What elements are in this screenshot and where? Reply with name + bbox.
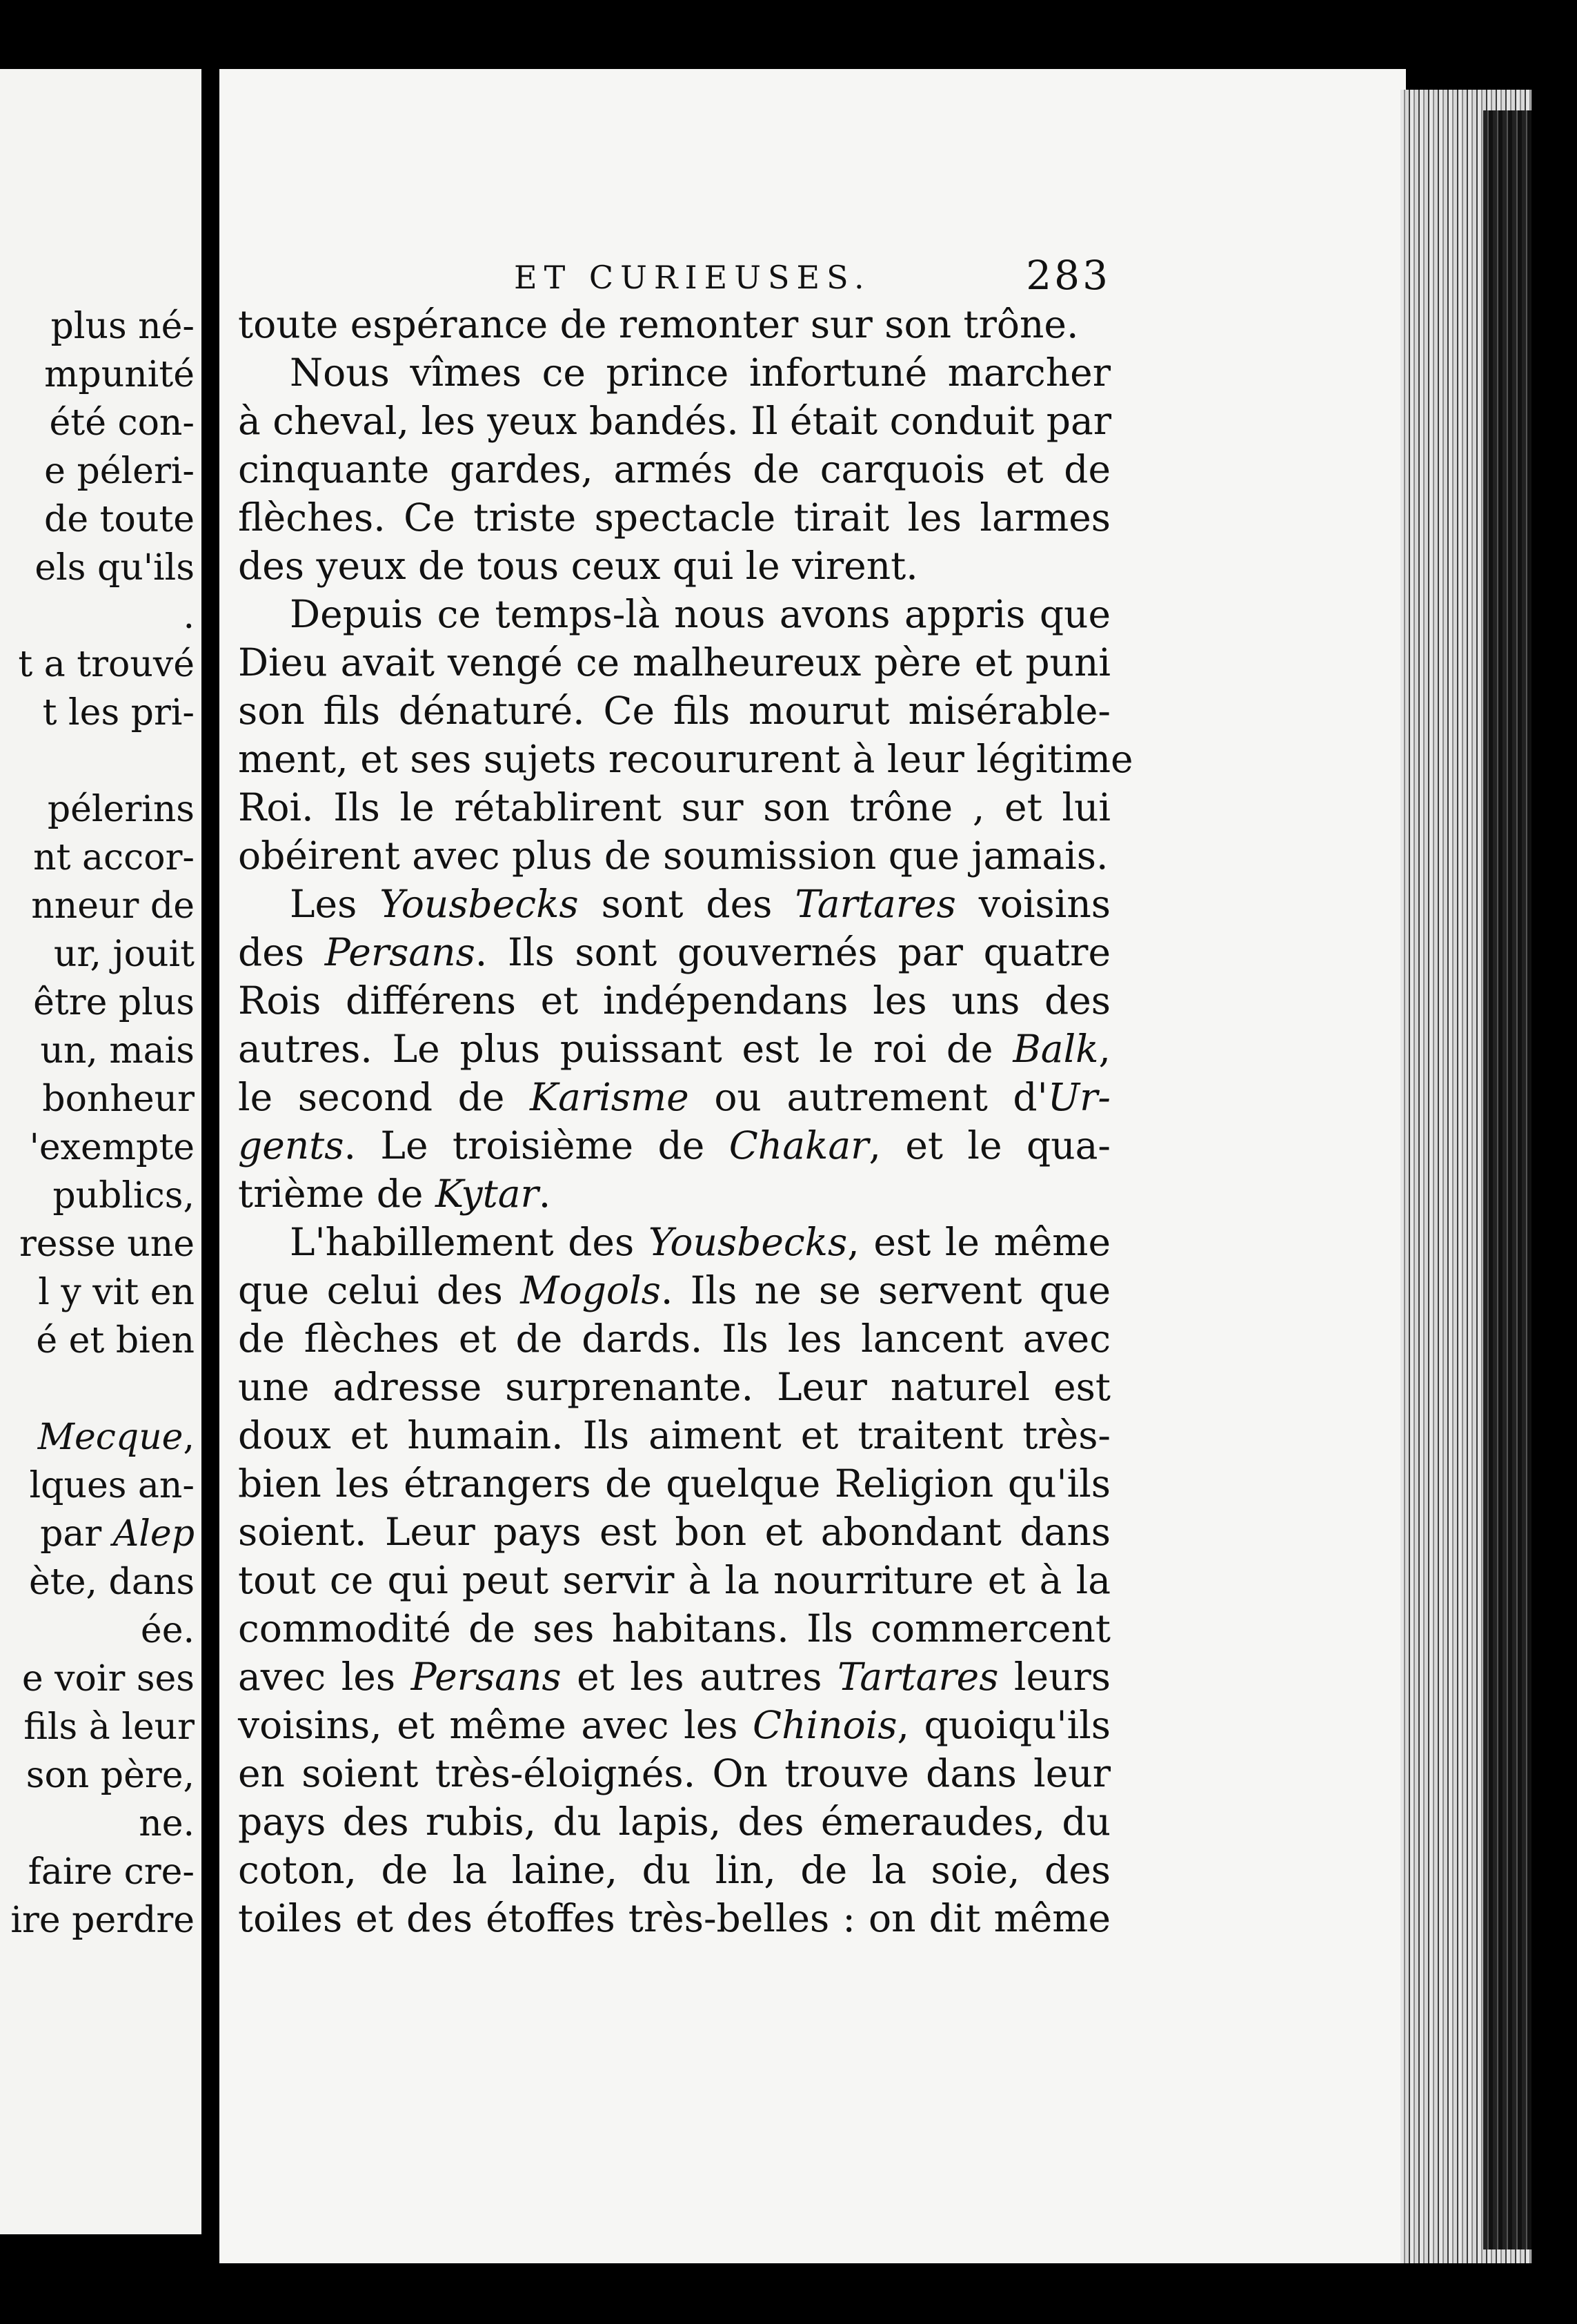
text-line: autres. Le plus puissant est le roi de Balk, (238, 1027, 1111, 1071)
text-line: des Persans. Ils sont gouvernés par quatre (238, 930, 1111, 974)
left-text-line: de toute (44, 499, 195, 540)
left-text-line: nneur de (31, 885, 195, 927)
text-line: Dieu avait vengé ce malheureux père et puni (238, 640, 1111, 685)
left-text-line: un, mais (40, 1030, 195, 1072)
left-text-line: nt accor- (33, 837, 195, 878)
page-edges-shadow (1483, 110, 1531, 2249)
text-line: ment, et ses sujets recoururent à leur légitime (238, 737, 1133, 781)
left-text-line: t les pri- (42, 692, 195, 733)
left-text-line: l y vit en (38, 1272, 195, 1313)
text-line: de flèches et de dards. Ils les lancent avec (238, 1317, 1111, 1361)
running-head: ET CURIEUSES. (514, 259, 871, 296)
text-line: Rois différens et indépendans les uns des (238, 978, 1111, 1023)
page-number: 283 (1026, 252, 1111, 299)
text-line: gents. Le troisième de Chakar, et le qua- (238, 1123, 1111, 1168)
left-text-line: els qu'ils (34, 547, 195, 589)
left-text-line: . (183, 595, 195, 637)
left-text-line: ur, jouit (53, 934, 195, 975)
text-line: flèches. Ce triste spectacle tirait les larmes (238, 495, 1111, 540)
text-line: toute espérance de remonter sur son trône. (238, 302, 1079, 346)
text-line: soient. Leur pays est bon et abondant dans (238, 1510, 1111, 1554)
text-line: voisins, et même avec les Chinois, quoiqu'ils (238, 1703, 1111, 1747)
text-line: obéirent avec plus de soumission que jamais. (238, 834, 1109, 878)
text-line: pays des rubis, du lapis, des émeraudes, du (238, 1800, 1111, 1844)
text-line: le second de Karisme ou autrement d'Ur- (238, 1075, 1111, 1119)
left-text-line: resse une (19, 1223, 195, 1265)
left-text-line: son père, (26, 1755, 195, 1796)
left-text-line: être plus (33, 982, 195, 1023)
text-line: trième de Kytar. (238, 1172, 551, 1216)
text-line: tout ce qui peut servir à la nourriture et à la (238, 1558, 1111, 1602)
text-line: Depuis ce temps-là nous avons appris que (290, 592, 1111, 636)
text-line: Roi. Ils le rétablirent sur son trône , et lui (238, 785, 1111, 829)
left-text-line: e péleri- (44, 451, 195, 492)
left-text-line: lques an- (29, 1465, 195, 1506)
left-text-line: bonheur (42, 1079, 195, 1120)
left-text-line: ée. (140, 1610, 195, 1651)
text-line: bien les étrangers de quelque Religion qu'ils (238, 1461, 1111, 1506)
text-line: coton, de la laine, du lin, de la soie, des (238, 1848, 1111, 1892)
left-text-line: é et bien (36, 1320, 195, 1361)
text-line: Nous vîmes ce prince infortuné marcher (290, 351, 1111, 395)
text-line: doux et humain. Ils aiment et traitent très- (238, 1413, 1111, 1457)
text-line: en soient très-éloignés. On trouve dans leur (238, 1751, 1111, 1795)
text-line: commodité de ses habitans. Ils commercent (238, 1606, 1111, 1651)
left-text-line: mpunité (44, 354, 195, 395)
left-text-line: ne. (139, 1803, 195, 1844)
text-line: à cheval, les yeux bandés. Il était conduit par (238, 399, 1112, 443)
page-header (238, 252, 1111, 300)
left-text-line: Mecque, (37, 1417, 195, 1458)
text-line: son fils dénaturé. Ce fils mourut misérable- (238, 689, 1111, 733)
left-text-line: fils à leur (23, 1706, 195, 1748)
text-line: toiles et des étoffes très-belles : on dit même (238, 1896, 1111, 1940)
left-text-line: par Alep (40, 1513, 195, 1555)
left-page (0, 69, 201, 2234)
text-line: Les Yousbecks sont des Tartares voisins (290, 882, 1111, 926)
text-line: des yeux de tous ceux qui le virent. (238, 544, 918, 588)
text-line: cinquante gardes, armés de carquois et de (238, 447, 1111, 491)
text-line: avec les Persans et les autres Tartares leurs (238, 1655, 1111, 1699)
text-line: que celui des Mogols. Ils ne se servent que (238, 1268, 1111, 1312)
left-text-line: ire perdre (10, 1900, 195, 1941)
left-text-line: e voir ses (21, 1658, 195, 1700)
text-line: une adresse surprenante. Leur naturel est (238, 1365, 1111, 1409)
left-text-line: plus né- (50, 306, 195, 347)
left-text-line: publics, (52, 1175, 195, 1217)
left-text-line: t a trouvé (18, 644, 195, 685)
text-line: L'habillement des Yousbecks, est le même (290, 1220, 1111, 1264)
left-text-line: faire cre- (28, 1851, 195, 1893)
left-text-line: pélerins (47, 789, 195, 830)
left-text-line: ète, dans (29, 1562, 195, 1603)
left-text-line: été con- (49, 402, 195, 444)
left-text-line: 'exempte (29, 1127, 195, 1168)
